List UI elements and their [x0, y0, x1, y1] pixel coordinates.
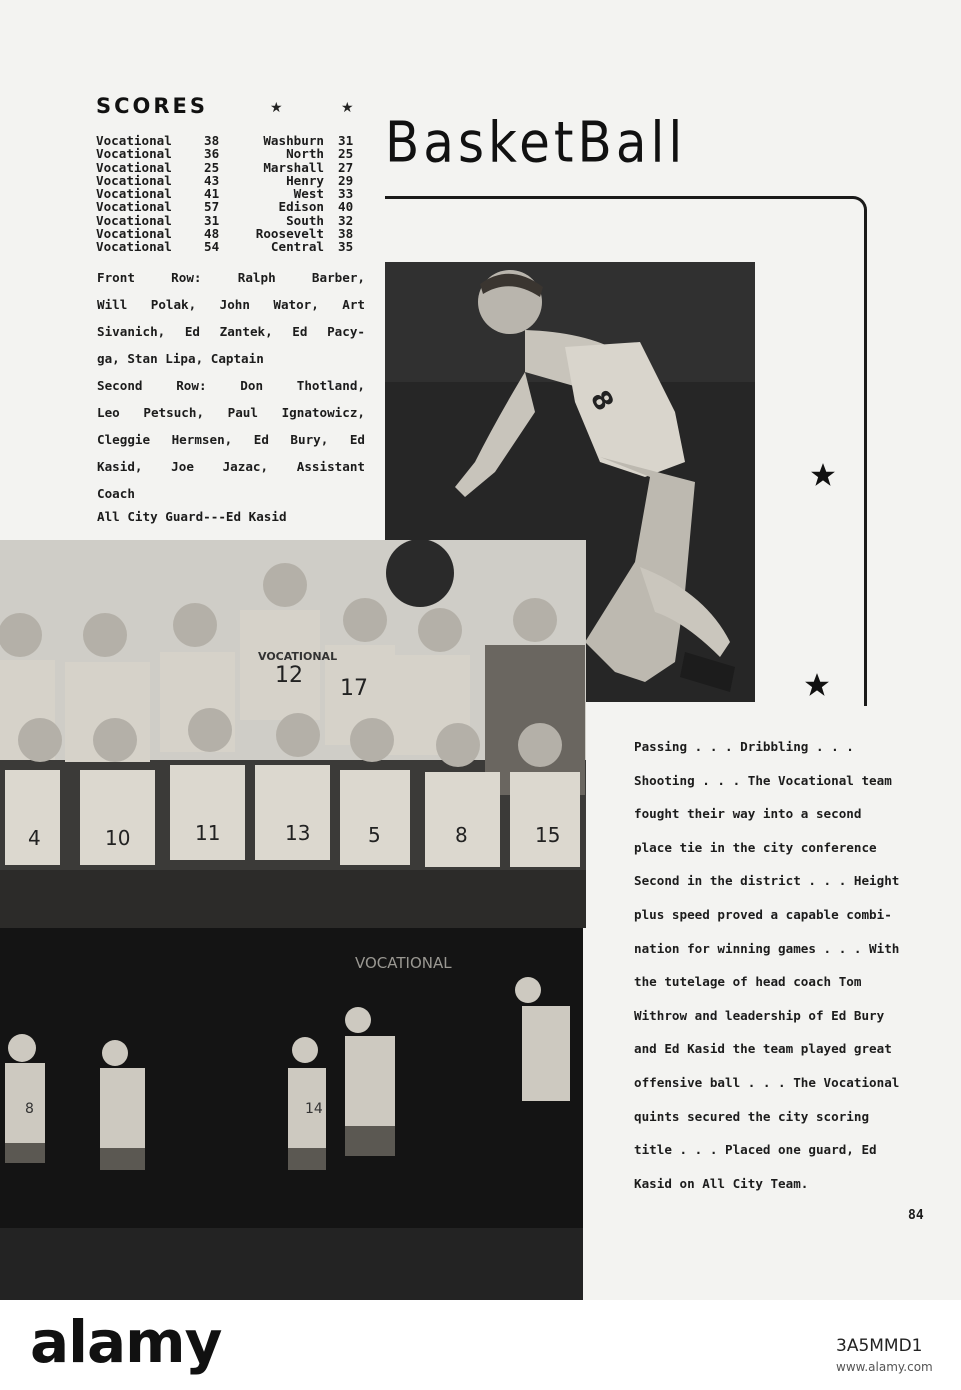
score-opponent-points: 32: [338, 212, 354, 228]
article-line: quints secured the city scoring: [634, 1108, 870, 1124]
scores-table: [96, 134, 366, 254]
action-jersey-14: 14: [305, 1101, 323, 1117]
score-opponent-points: 40: [338, 199, 354, 215]
score-row: [96, 227, 366, 240]
score-home-team: Vocational: [96, 199, 172, 215]
article-line: the tutelage of head coach Tom: [634, 974, 862, 990]
score-opponent-points: 29: [338, 172, 354, 188]
team-back-jersey-text: VOCATIONAL: [258, 650, 338, 663]
score-opponent: West: [293, 186, 324, 202]
score-opponent: South: [286, 212, 324, 228]
score-home-team: Vocational: [96, 226, 172, 242]
score-row: [96, 187, 366, 200]
score-row: [96, 134, 366, 147]
action-jersey-8: 8: [25, 1101, 34, 1117]
score-home-team: Vocational: [96, 159, 172, 175]
article-line: Withrow and leadership of Ed Bury: [634, 1007, 885, 1023]
score-opponent-points: 38: [338, 226, 354, 242]
article-line: offensive ball . . . The Vocational: [634, 1074, 900, 1090]
scores-star-right: ★: [341, 100, 354, 116]
score-opponent-points: 33: [338, 186, 354, 202]
star-icon: [810, 462, 836, 488]
score-opponent: Henry: [286, 172, 324, 188]
article-line: fought their way into a second: [634, 806, 862, 822]
score-opponent: Central: [270, 239, 324, 255]
score-home-points: 54: [204, 239, 220, 255]
front-row-line: Front Row: Ralph Barber,: [97, 270, 365, 285]
article-line: plus speed proved a capable combi-: [634, 906, 892, 922]
all-city-guard: All City Guard---Ed Kasid: [97, 509, 287, 524]
team-jersey-8: 8: [455, 823, 468, 847]
scores-heading: SCORES: [96, 94, 209, 118]
score-home-team: Vocational: [96, 172, 172, 188]
score-home-team: Vocational: [96, 186, 172, 202]
score-home-points: 57: [204, 199, 220, 215]
score-home-points: 25: [204, 159, 220, 175]
team-jersey-11: 11: [195, 821, 221, 845]
score-home-team: Vocational: [96, 239, 172, 255]
star-icon: [804, 672, 830, 698]
front-row-line: Sivanich, Ed Zantek, Ed Pacy-: [97, 324, 365, 339]
score-home-team: Vocational: [96, 212, 172, 228]
score-opponent-points: 31: [338, 133, 354, 148]
score-opponent-points: 27: [338, 159, 354, 175]
watermark-logo: alamy: [30, 1308, 222, 1376]
team-jersey-15: 15: [535, 823, 561, 847]
score-row: [96, 200, 366, 213]
scores-star-left: ★: [270, 100, 283, 116]
score-home-points: 31: [204, 212, 220, 228]
gym-banner-text: VOCATIONAL: [355, 954, 452, 972]
score-home-points: 41: [204, 186, 220, 202]
article-body: [634, 730, 926, 1200]
front-row-line: Will Polak, John Wator, Art: [97, 297, 365, 312]
score-home-points: 36: [204, 146, 220, 162]
dribbler-jersey-number: 8: [583, 385, 619, 417]
second-row-line: Leo Petsuch, Paul Ignatowicz,: [97, 405, 365, 420]
second-row-line: Kasid, Joe Jazac, Assistant: [97, 459, 365, 474]
watermark-url: www.alamy.com: [836, 1360, 933, 1374]
score-home-team: Vocational: [96, 146, 172, 162]
score-home-team: Vocational: [96, 133, 172, 148]
front-row-line: ga, Stan Lipa, Captain: [97, 351, 264, 366]
article-line: nation for winning games . . . With: [634, 940, 900, 956]
team-jersey-13: 13: [285, 821, 311, 845]
team-back-jersey-12: 12: [275, 663, 303, 688]
front-row-caption: [97, 264, 365, 372]
article-line: and Ed Kasid the team played great: [634, 1041, 892, 1057]
team-jersey-5: 5: [368, 823, 381, 847]
article-line: Kasid on All City Team.: [634, 1175, 809, 1191]
second-row-line: Cleggie Hermsen, Ed Bury, Ed: [97, 432, 365, 447]
article-line: Second in the district . . . Height: [634, 873, 900, 889]
second-row-line: Second Row: Don Thotland,: [97, 378, 365, 393]
score-home-points: 38: [204, 133, 220, 148]
team-jersey-4: 4: [28, 826, 41, 850]
score-row: [96, 174, 366, 187]
game-action-photo: [0, 928, 583, 1300]
team-jersey-10: 10: [105, 826, 131, 850]
score-row: [96, 161, 366, 174]
basketball-headline: BasketBall: [385, 110, 687, 175]
score-row: [96, 147, 366, 160]
article-line: Passing . . . Dribbling . . .: [634, 739, 854, 754]
second-row-line: Coach: [97, 486, 135, 501]
page-number: 84: [908, 1208, 924, 1223]
article-line: place tie in the city conference: [634, 839, 877, 855]
score-opponent: North: [286, 146, 324, 162]
article-line: title . . . Placed one guard, Ed: [634, 1142, 877, 1158]
second-row-caption: [97, 372, 365, 507]
score-home-points: 48: [204, 226, 220, 242]
article-line: Shooting . . . The Vocational team: [634, 772, 892, 788]
score-home-points: 43: [204, 172, 220, 188]
score-opponent-points: 25: [338, 146, 354, 162]
score-opponent: Marshall: [263, 159, 324, 175]
team-back-jersey-17: 17: [340, 676, 368, 701]
score-opponent: Washburn: [263, 133, 324, 148]
roster-caption: [97, 264, 365, 526]
score-opponent: Roosevelt: [255, 226, 324, 242]
watermark-image-id: 3A5MMD1: [836, 1336, 923, 1356]
score-row: [96, 214, 366, 227]
score-row: [96, 240, 366, 253]
score-opponent-points: 35: [338, 239, 354, 255]
team-photo: [0, 540, 586, 928]
score-opponent: Edison: [278, 199, 324, 215]
